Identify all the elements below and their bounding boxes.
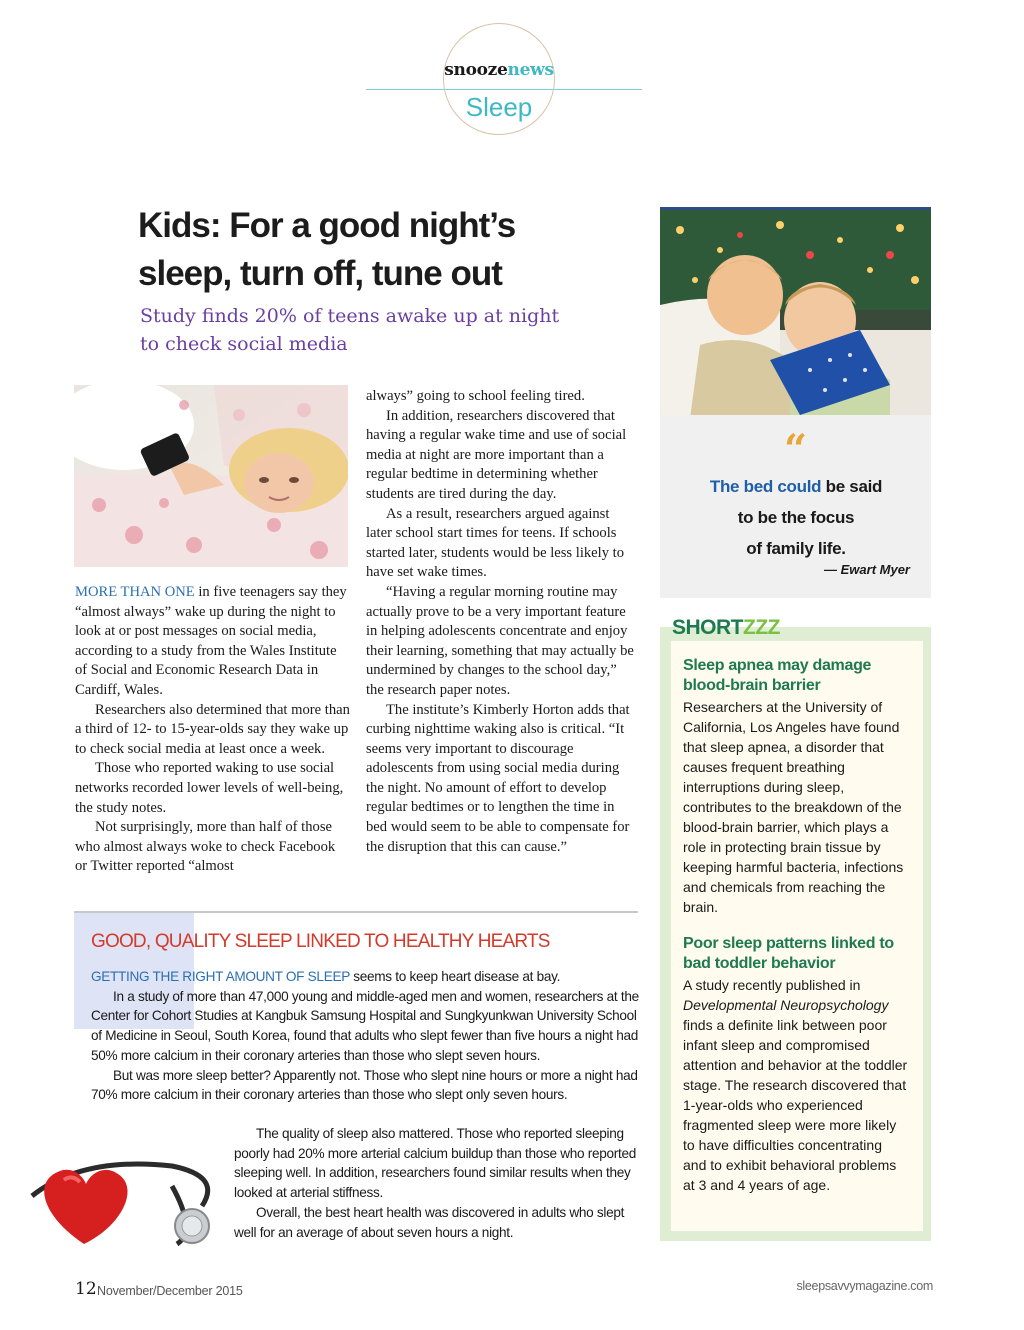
heart-paragraph-5: Overall, the best heart health was discovered in adults who slept well for an average of about seven hours a night. [234, 1204, 625, 1240]
headline-line-2: sleep, turn off, tune out [138, 254, 502, 293]
pullquote-line-3: of family life. [746, 539, 846, 558]
col2-paragraph-3: As a result, researchers argued against later school start times for teens. If schools started later, students would be less likely to have set wake times. [366, 505, 624, 581]
article-column-2 [366, 387, 638, 857]
article-headline [138, 202, 638, 298]
shortzzz-title-b: ZZZ [743, 616, 780, 639]
page-number: 12 [75, 1279, 97, 1299]
col2-paragraph-5: The institute’s Kimberly Horton adds that curbing nighttime waking also is critical. “It seems very important to discourage adolescents from using social media during the night. No amount of effort to develop regular bedtimes or to lengthen the time in bed would seem to be able to compensate for the disruption that this can cause.” [366, 701, 630, 855]
heart-paragraph-1 [91, 967, 641, 987]
pullquote-line-1 [670, 471, 922, 502]
pullquote-attribution: — Ewart Myer [824, 562, 910, 577]
pullquote-text [670, 471, 922, 564]
short-item-1-body: Researchers at the University of California, Los Angeles have found that sleep apnea, a disorder that causes frequent breathing interruptions during sleep, contributes to the breakdown of the blood-brain barrier, which plays a role in protecting brain tissue by keeping harmful bacteria, infections and chemicals from reaching the brain. [683, 699, 904, 915]
heart-story-headline: GOOD, QUALITY SLEEP LINKED TO HEALTHY HEARTS [91, 931, 550, 952]
heart-stethoscope-image [22, 1126, 230, 1252]
pullquote-highlight: The bed could [709, 477, 822, 496]
section-label: Sleep [465, 92, 533, 122]
website-url: sleepsavvymagazine.com [796, 1279, 933, 1293]
logo-news: news [507, 60, 554, 80]
short-item-1-headline: Sleep apnea may damage blood-brain barrier [683, 657, 872, 694]
teen-phone-photo [74, 385, 348, 567]
col2-paragraph-2: In addition, researchers discovered that having a regular wake time and use of social media at night are more important than a regular bedtime in determining whether students are tired during the day. [366, 407, 627, 502]
heart-paragraph-2: In a study of more than 47,000 young and middle-aged men and women, researchers at the Center for Cohort Studies at Kangbuk Samsung Hospital and Sungkyunkwan University School of Medicine in Seoul, South Korea, found that adults who slept fewer than five hours a night had 50% more calcium in their coronary arteries than those who slept seven hours. [91, 988, 639, 1063]
shortzzz-title-a: SHORT [672, 616, 743, 639]
col1-text-1: in five teenagers say they “almost always” wake up during the night to look at or post messages on social media, according to a study from the Wales Institute of Social and Economic Research Data in Cardiff, Wales. [75, 584, 347, 698]
heart-paragraph-3: But was more sleep better? Apparently not. Those who slept nine hours or more a night had 70% more calcium in their coronary arteries than those who slept only seven hours. [91, 1067, 638, 1103]
heart-story-text-bottom [234, 1124, 644, 1242]
headline-line-1: Kids: For a good night’s [138, 206, 516, 245]
heart-story-text-top [91, 967, 641, 1105]
heart-lead: GETTING THE RIGHT AMOUNT OF SLEEP [91, 969, 350, 984]
short-item-2-body [683, 975, 908, 1195]
article-subhead [140, 302, 660, 358]
quote-mark-icon: “ [783, 426, 807, 473]
col2-paragraph-4: “Having a regular morning routine may actually prove to be a very important feature in helping adolescents concentrate and enjoy their learning, something that may actually be undermined by changes to the school day,” the research paper notes. [366, 583, 634, 698]
magazine-logo [443, 60, 555, 80]
col1-paragraph-4: Not surprisingly, more than half of those who almost always woke to check Facebook or Twitter reported “almost [75, 819, 336, 875]
col2-paragraph-1: always” going to school feeling tired. [366, 388, 585, 404]
article-column-1 [75, 583, 350, 877]
short-item-2-text-b: finds a definite link between poor infant sleep and compromised attention and behavior at the toddler stage. The research discovered that 1-year-olds who experienced fragmented sleep were more likely to have difficulties concentrating and to exhibit behavioral problems at 3 and 4 years of age. [683, 1017, 908, 1193]
drop-lead: MORE THAN ONE [75, 584, 195, 600]
short-item-2-headline: Poor sleep patterns linked to bad toddler behavior [683, 935, 894, 972]
pullquote-line-1-rest: be said [821, 477, 883, 496]
subhead-line-1: Study finds 20% of teens awake up at night [140, 305, 560, 327]
col1-paragraph-3: Those who reported waking to use social networks recorded lower levels of well-being, the study notes. [75, 760, 344, 816]
issue-date: November/December 2015 [97, 1284, 243, 1298]
logo-snooze: snooze [444, 60, 508, 80]
children-reading-photo [660, 207, 931, 418]
journal-title: Developmental Neuropsychology [683, 997, 889, 1013]
col1-paragraph-2: Researchers also determined that more than a third of 12- to 15-year-olds say they wake up to check social media at least once a week. [75, 701, 350, 757]
heart-text-1: seems to keep heart disease at bay. [349, 969, 561, 984]
shortzzz-title [672, 616, 780, 640]
pullquote-line-2: to be the focus [737, 508, 855, 527]
col1-paragraph-1 [75, 583, 350, 701]
heart-paragraph-4: The quality of sleep also mattered. Those who reported sleeping poorly had 20% more arterial calcium buildup than those who reported sleeping well. In addition, researchers found similar results when they looked at arterial stiffness. [234, 1126, 637, 1201]
subhead-line-2: to check social media [140, 333, 348, 355]
short-item-2-text-a: A study recently published in [683, 977, 861, 993]
